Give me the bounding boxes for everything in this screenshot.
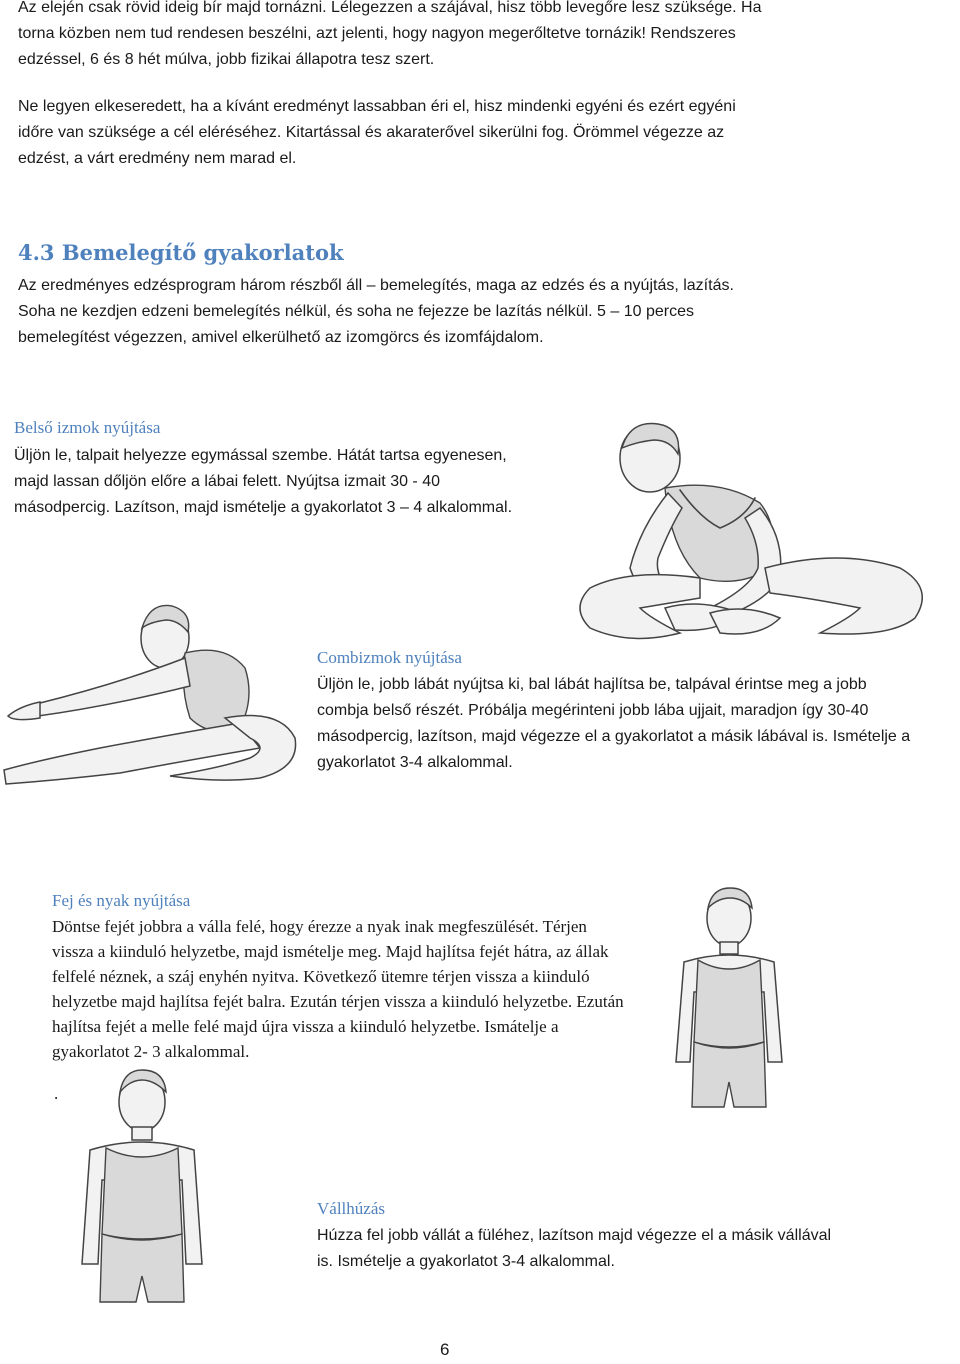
text-line: hajlítsa fejét a melle felé majd újra vissza a kiinduló helyzetbe. Ismátelje a <box>52 1017 559 1036</box>
text-line: Soha ne kezdjen edzeni bemelegítés nélkül, és soha ne fejezze be lazítás nélkül. 5 – 10 perces <box>18 303 694 320</box>
text-line: is. Ismételje a gyakorlatot 3-4 alkalommal. <box>317 1253 615 1270</box>
text-line: edzéssel, 6 és 8 hét múlva, jobb fizikai állapotra tesz szert. <box>18 51 435 68</box>
text-line: Az elején csak rövid ideig bír majd tornázni. Lélegezzen a szájával, hisz több levegőre lesz szüksége. Ha <box>18 0 762 16</box>
butterfly-stretch-illustration <box>570 418 960 650</box>
text-line: Ne legyen elkeseredett, ha a kívánt eredményt lassabban éri el, hisz mindenki egyéni és ezért egyéni <box>18 98 736 115</box>
text-line: vissza a kiinduló helyzetbe, majd ismételje meg. Majd hajlítsa fejét hátra, az állak <box>52 942 609 961</box>
neck-stretch-illustration <box>664 882 794 1112</box>
text-line: másodpercig, lazítson, majd végezze el a gyakorlatot a másik lábával is. Ismételje a <box>317 728 911 745</box>
text-line: Húzza fel jobb vállát a füléhez, lazítson majd végezze el a másik vállával <box>317 1227 832 1244</box>
section-body <box>18 273 814 351</box>
text-line: gyakorlatot 2- 3 alkalommal. <box>52 1042 250 1061</box>
text-line: időre van szüksége a cél eléréséhez. Kitartással és akaraterővel sikerülni fog. Örömmel végezze az <box>18 124 725 141</box>
exercise-neck-title: Fej és nyak nyújtása <box>52 891 191 910</box>
page-number: 6 <box>440 1340 450 1359</box>
text-line: bemelegítést végezzen, amivel elkerülhető az izomgörcs és izomfájdalom. <box>18 329 544 346</box>
intro-paragraph-2 <box>18 94 814 172</box>
text-line: felfelé néznek, a száj enyhén nyitva. Következő ütemre térjen vissza a kiinduló <box>52 967 590 986</box>
text-line: edzést, a várt eredmény nem marad el. <box>18 150 297 167</box>
text-line: Az eredményes edzésprogram három részből áll – bemelegítés, maga az edzés és a nyújtás, lazítás. <box>18 277 734 294</box>
text-line: Üljön le, jobb lábát nyújtsa ki, bal lábát hajlítsa be, talpával érintse meg a jobb <box>317 676 867 693</box>
text-line: torna közben nem tud rendesen beszélni, azt jelenti, hogy nagyon megerőltetve tornázik! Rendszeres <box>18 25 736 42</box>
text-line: Üljön le, talpait helyezze egymással szembe. Hátát tartsa egyenesen, <box>14 447 507 464</box>
exercise-inner-title: Belső izmok nyújtása <box>14 418 161 437</box>
exercise-thigh-text <box>317 672 960 776</box>
exercise-neck-text <box>52 914 688 1064</box>
text-line: másodpercig. Lazítson, majd ismételje a gyakorlatot 3 – 4 alkalommal. <box>14 499 513 516</box>
text-line: gyakorlatot 3-4 alkalommal. <box>317 754 513 771</box>
text-line: combja belső részét. Próbálja megérinteni jobb lába ujjait, maradjon így 30-40 <box>317 702 869 719</box>
intro-paragraph-1 <box>18 0 814 73</box>
exercise-shoulder-text <box>317 1223 917 1275</box>
seated-reach-illustration <box>0 598 305 798</box>
section-title: 4.3 Bemelegítő gyakorlatok <box>18 240 344 265</box>
exercise-shoulder-title: Vállhúzás <box>317 1199 385 1218</box>
exercise-thigh-title: Combizmok nyújtása <box>317 648 462 667</box>
stray-dot: . <box>54 1084 59 1103</box>
text-line: Döntse fejét jobbra a válla felé, hogy érezze a nyak inak megfeszülését. Térjen <box>52 917 587 936</box>
text-line: majd lassan dőljön előre a lábai felett. Nyújtsa izmait 30 - 40 <box>14 473 440 490</box>
exercise-inner-text <box>14 443 566 521</box>
shoulder-shrug-illustration <box>72 1064 212 1304</box>
text-line: helyzetbe majd hajlítsa fejét balra. Ezután térjen vissza a kiinduló helyzetbe. Ezután <box>52 992 624 1011</box>
